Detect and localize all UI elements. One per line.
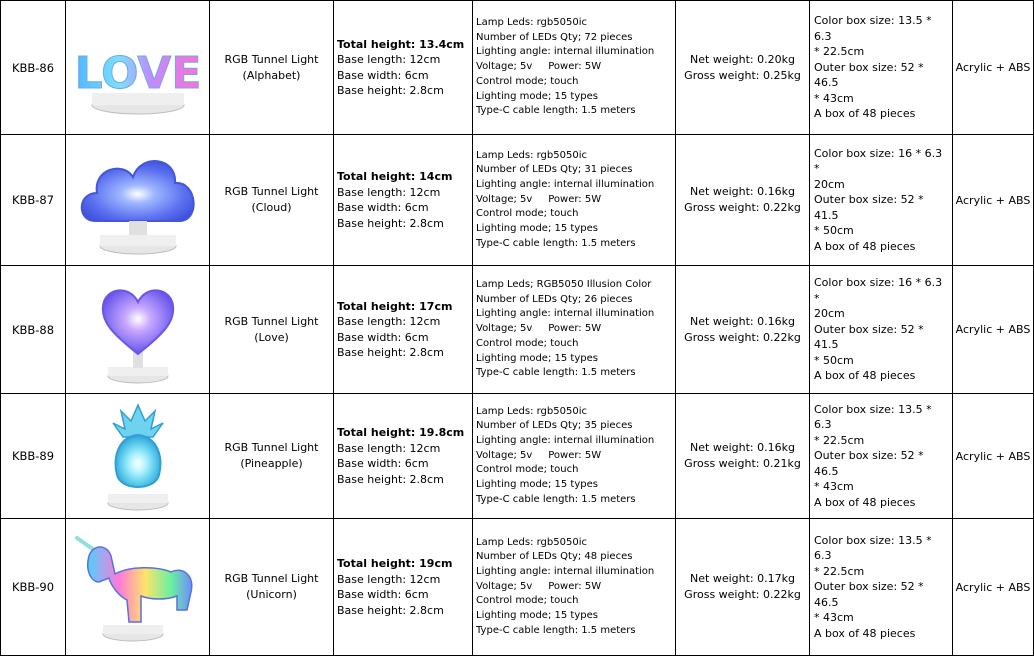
gross-weight: Gross weight: 0.22kg bbox=[684, 588, 801, 601]
product-code-cell bbox=[0, 394, 66, 518]
color-box-size: Color box size: 13.5 * 6.3 bbox=[814, 533, 932, 563]
product-code: KBB-89 bbox=[11, 449, 55, 463]
product-code-cell bbox=[0, 266, 66, 393]
base-length: Base length: 12cm bbox=[337, 572, 441, 586]
gross-weight: Gross weight: 0.22kg bbox=[684, 330, 801, 344]
spec-voltage-power: Voltage; 5v Power: 5W bbox=[476, 193, 602, 205]
base-length: Base length: 12cm bbox=[337, 53, 441, 66]
net-weight: Net weight: 0.16kg bbox=[690, 441, 795, 454]
material-cell bbox=[953, 1, 1034, 134]
color-box-size-cont: * 22.5cm bbox=[814, 564, 865, 578]
spec-led-qty: Number of LEDs Qty; 48 pieces bbox=[476, 551, 633, 563]
table-row bbox=[0, 266, 1034, 394]
cloud-lamp-image bbox=[73, 143, 203, 258]
material: Acrylic + ABS bbox=[955, 61, 1031, 74]
dimensions-cell bbox=[334, 394, 473, 518]
spec-cable-length: Type-C cable length: 1.5 meters bbox=[476, 237, 636, 249]
spec-control-mode: Control mode; touch bbox=[476, 337, 579, 349]
heart-lamp-image bbox=[73, 272, 203, 387]
spec-led-qty: Number of LEDs Qty; 72 pieces bbox=[476, 31, 633, 43]
product-variant: (Unicorn) bbox=[246, 588, 297, 601]
color-box-size-cont: 20cm bbox=[814, 307, 845, 321]
spec-voltage-power: Voltage; 5v Power: 5W bbox=[476, 323, 602, 335]
outer-box-size-cont: * 43cm bbox=[814, 611, 854, 625]
net-weight: Net weight: 0.16kg bbox=[690, 185, 795, 198]
spec-cable-length: Type-C cable length: 1.5 meters bbox=[476, 624, 636, 636]
product-image-cell bbox=[66, 394, 210, 518]
pineapple-lamp-image bbox=[73, 399, 203, 514]
net-weight: Net weight: 0.17kg bbox=[690, 572, 795, 585]
color-box-size: Color box size: 13.5 * 6.3 bbox=[814, 14, 932, 43]
spec-cable-length: Type-C cable length: 1.5 meters bbox=[476, 493, 636, 505]
spec-lamp-leds: Lamp Leds: rgb5050ic bbox=[476, 17, 587, 29]
base-height: Base height: 2.8cm bbox=[337, 346, 444, 359]
product-variant: (Cloud) bbox=[251, 201, 292, 214]
spec-voltage-power: Voltage; 5v Power: 5W bbox=[476, 61, 602, 73]
unicorn-lamp-image bbox=[71, 526, 205, 648]
product-name: RGB Tunnel Light bbox=[224, 572, 319, 585]
product-code: KBB-90 bbox=[11, 580, 55, 594]
packaging-cell bbox=[810, 394, 953, 518]
gross-weight: Gross weight: 0.25kg bbox=[684, 68, 801, 82]
specifications-cell bbox=[473, 135, 676, 265]
color-box-size-cont: * 22.5cm bbox=[814, 45, 865, 59]
spec-lamp-leds: Lamp Leds: rgb5050ic bbox=[476, 536, 587, 548]
product-name-cell bbox=[210, 1, 334, 134]
base-length: Base length: 12cm bbox=[337, 441, 441, 455]
spec-control-mode: Control mode; touch bbox=[476, 464, 579, 476]
spec-led-qty: Number of LEDs Qty; 35 pieces bbox=[476, 420, 633, 432]
spec-led-qty: Number of LEDs Qty; 31 pieces bbox=[476, 164, 633, 176]
spec-lighting-angle: Lighting angle: internal illumination bbox=[476, 308, 655, 320]
spec-lighting-mode: Lighting mode; 15 types bbox=[476, 352, 598, 364]
spec-control-mode: Control mode; touch bbox=[476, 208, 579, 220]
box-quantity: A box of 48 pieces bbox=[814, 107, 916, 121]
specifications-cell bbox=[473, 1, 676, 134]
product-image-cell bbox=[66, 519, 210, 655]
specifications-cell bbox=[473, 394, 676, 518]
base-height: Base height: 2.8cm bbox=[337, 472, 444, 486]
outer-box-size: Outer box size: 52 * 46.5 bbox=[814, 580, 924, 609]
dimensions-cell bbox=[334, 519, 473, 655]
product-name-cell bbox=[210, 135, 334, 265]
spec-lamp-leds: Lamp Leds: rgb5050ic bbox=[476, 149, 587, 161]
specifications-cell bbox=[473, 266, 676, 393]
base-width: Base width: 6cm bbox=[337, 330, 429, 344]
outer-box-size-cont: * 43cm bbox=[814, 480, 854, 494]
base-width: Base width: 6cm bbox=[337, 201, 429, 214]
specifications-cell bbox=[473, 519, 676, 655]
product-variant: (Alphabet) bbox=[242, 68, 301, 82]
box-quantity: A box of 48 pieces bbox=[814, 495, 916, 509]
total-height: Total height: 14cm bbox=[337, 170, 453, 183]
spec-lighting-mode: Lighting mode; 15 types bbox=[476, 90, 598, 102]
gross-weight: Gross weight: 0.21kg bbox=[684, 457, 801, 470]
product-code-cell bbox=[0, 135, 66, 265]
weight-cell bbox=[676, 394, 810, 518]
material: Acrylic + ABS bbox=[955, 449, 1031, 463]
color-box-size: Color box size: 16 * 6.3 * bbox=[814, 276, 943, 305]
total-height: Total height: 17cm bbox=[337, 299, 453, 313]
color-box-size-cont: 20cm bbox=[814, 177, 845, 191]
outer-box-size-cont: * 50cm bbox=[814, 353, 854, 367]
outer-box-size: Outer box size: 52 * 41.5 bbox=[814, 193, 924, 222]
love-letters-lamp-image bbox=[73, 13, 203, 123]
spec-lighting-angle: Lighting angle: internal illumination bbox=[476, 565, 655, 577]
table-row bbox=[0, 135, 1034, 266]
material: Acrylic + ABS bbox=[955, 193, 1031, 207]
dimensions-cell bbox=[334, 1, 473, 134]
box-quantity: A box of 48 pieces bbox=[814, 369, 916, 383]
outer-box-size-cont: * 50cm bbox=[814, 224, 854, 238]
spec-cable-length: Type-C cable length: 1.5 meters bbox=[476, 105, 636, 117]
product-name-cell bbox=[210, 394, 334, 518]
base-height: Base height: 2.8cm bbox=[337, 216, 444, 230]
base-width: Base width: 6cm bbox=[337, 457, 429, 470]
weight-cell bbox=[676, 266, 810, 393]
product-name-cell bbox=[210, 519, 334, 655]
outer-box-size: Outer box size: 52 * 46.5 bbox=[814, 60, 924, 90]
material-cell bbox=[953, 135, 1034, 265]
material-cell bbox=[953, 394, 1034, 518]
product-name-cell bbox=[210, 266, 334, 393]
table-row bbox=[0, 0, 1034, 135]
product-code: KBB-86 bbox=[11, 60, 55, 75]
spec-voltage-power: Voltage; 5v Power: 5W bbox=[476, 449, 602, 461]
spec-led-qty: Number of LEDs Qty; 26 pieces bbox=[476, 293, 633, 305]
weight-cell bbox=[676, 519, 810, 655]
material: Acrylic + ABS bbox=[955, 323, 1031, 336]
spec-lighting-mode: Lighting mode; 15 types bbox=[476, 610, 598, 622]
table-row bbox=[0, 394, 1034, 519]
spec-lamp-leds: Lamp Leds: rgb5050ic bbox=[476, 405, 587, 417]
product-image-cell bbox=[66, 135, 210, 265]
dimensions-cell bbox=[334, 135, 473, 265]
spec-lighting-angle: Lighting angle: internal illumination bbox=[476, 46, 655, 58]
table-row bbox=[0, 519, 1034, 656]
spec-lighting-angle: Lighting angle: internal illumination bbox=[476, 178, 655, 190]
spec-cable-length: Type-C cable length: 1.5 meters bbox=[476, 367, 636, 379]
base-width: Base width: 6cm bbox=[337, 588, 429, 601]
base-length: Base length: 12cm bbox=[337, 185, 441, 199]
weight-cell bbox=[676, 135, 810, 265]
weight-cell bbox=[676, 1, 810, 134]
product-variant: (Love) bbox=[254, 330, 289, 344]
packaging-cell bbox=[810, 519, 953, 655]
spec-control-mode: Control mode; touch bbox=[476, 595, 579, 607]
total-height: Total height: 19cm bbox=[337, 557, 453, 570]
total-height: Total height: 19.8cm bbox=[337, 426, 465, 439]
net-weight: Net weight: 0.20kg bbox=[690, 52, 795, 66]
product-code: KBB-87 bbox=[11, 193, 55, 207]
product-name: RGB Tunnel Light bbox=[224, 314, 319, 328]
spec-lighting-mode: Lighting mode; 15 types bbox=[476, 479, 598, 491]
product-name: RGB Tunnel Light bbox=[224, 185, 319, 198]
box-quantity: A box of 48 pieces bbox=[814, 626, 916, 640]
spec-voltage-power: Voltage; 5v Power: 5W bbox=[476, 580, 602, 592]
net-weight: Net weight: 0.16kg bbox=[690, 314, 795, 328]
product-variant: (Pineapple) bbox=[240, 457, 303, 470]
material-cell bbox=[953, 519, 1034, 655]
spec-control-mode: Control mode; touch bbox=[476, 75, 579, 87]
material-cell bbox=[953, 266, 1034, 393]
color-box-size: Color box size: 13.5 * 6.3 bbox=[814, 402, 932, 432]
outer-box-size: Outer box size: 52 * 41.5 bbox=[814, 322, 924, 352]
product-code-cell bbox=[0, 1, 66, 134]
spec-lamp-leds: Lamp Leds; RGB5050 Illusion Color bbox=[476, 279, 652, 291]
product-name: RGB Tunnel Light bbox=[224, 441, 319, 454]
color-box-size-cont: * 22.5cm bbox=[814, 433, 865, 447]
product-code: KBB-88 bbox=[11, 322, 55, 337]
product-image-cell bbox=[66, 266, 210, 393]
material: Acrylic + ABS bbox=[955, 580, 1031, 594]
product-image-cell bbox=[66, 1, 210, 134]
base-length: Base length: 12cm bbox=[337, 315, 441, 328]
outer-box-size-cont: * 43cm bbox=[814, 91, 854, 105]
packaging-cell bbox=[810, 135, 953, 265]
base-height: Base height: 2.8cm bbox=[337, 84, 444, 97]
gross-weight: Gross weight: 0.22kg bbox=[684, 201, 801, 214]
base-height: Base height: 2.8cm bbox=[337, 603, 444, 617]
spec-lighting-mode: Lighting mode; 15 types bbox=[476, 223, 598, 235]
product-code-cell bbox=[0, 519, 66, 655]
packaging-cell bbox=[810, 266, 953, 393]
total-height: Total height: 13.4cm bbox=[337, 37, 465, 51]
packaging-cell bbox=[810, 1, 953, 134]
color-box-size: Color box size: 16 * 6.3 * bbox=[814, 146, 943, 176]
spec-lighting-angle: Lighting angle: internal illumination bbox=[476, 434, 655, 446]
dimensions-cell bbox=[334, 266, 473, 393]
base-width: Base width: 6cm bbox=[337, 68, 429, 82]
product-name: RGB Tunnel Light bbox=[224, 52, 319, 66]
box-quantity: A box of 48 pieces bbox=[814, 239, 916, 253]
outer-box-size: Outer box size: 52 * 46.5 bbox=[814, 449, 924, 478]
svg-text:LOVE: LOVE bbox=[74, 47, 201, 99]
